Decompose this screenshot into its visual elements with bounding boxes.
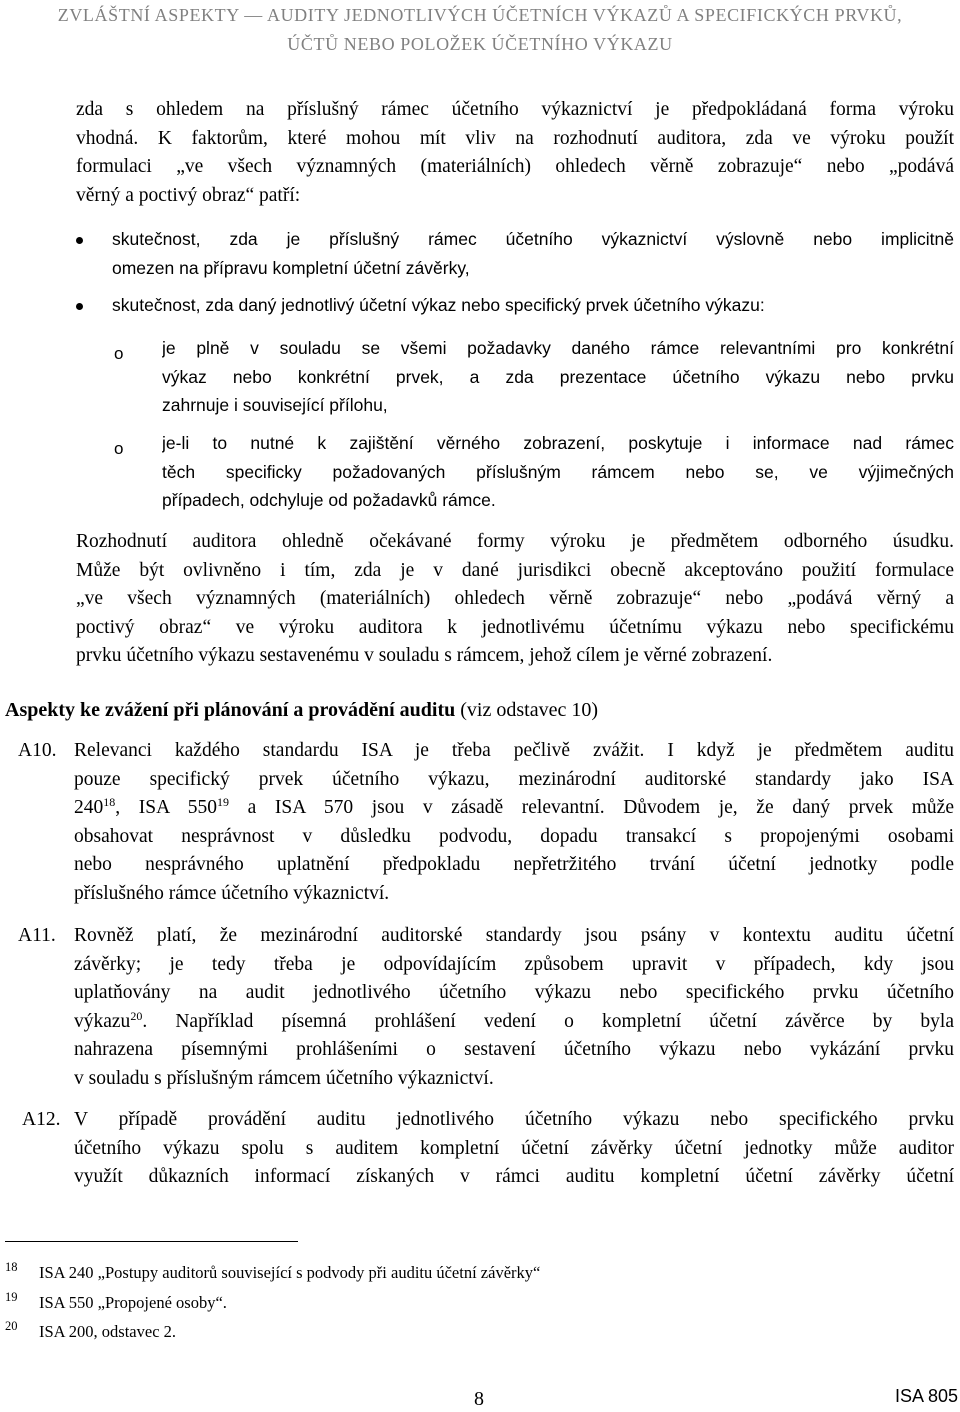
text-line: vhodná. K faktorům, které mohou mít vliv na rozhodnutí auditora, zda ve výroku použít [76,127,954,149]
text-line: V případě provádění auditu jednotlivého účetního výkazu nebo specifického prvku [74,1109,954,1130]
text-line: „ve všech významných (materiálních) ohledech věrně zobrazuje“ nebo „podává věrný a [76,588,954,609]
text-line: věrný a poctivý obraz“ patří: [76,184,301,206]
paragraph-a10 [74,737,954,908]
text-line: případech, odchyluje od požadavků rámce. [162,490,496,510]
text-line: zahrnuje i související přílohu, [162,395,388,415]
text-line: Rozhodnutí auditora ohledně očekávané formy výroku je předmětem odborného úsudku. [76,531,954,552]
intro-paragraph [76,96,954,210]
footnote-reference: 18 [103,795,116,809]
section-heading-reference: (viz odstavec 10) [455,699,598,721]
text-line: nebo nesprávného uplatnění předpokladu nepřetržitého trvání účetní jednotky podle [74,854,954,875]
text-line: omezen na přípravu kompletní účetní závěrky, [112,257,470,278]
text-line: zda s ohledem na příslušný rámec účetního výkaznictví je předpokládaná forma výroku [76,99,954,120]
text-line: uplatňovány na audit jednotlivého účetního výkazu nebo specifického prvku účetního [74,982,954,1003]
running-header-line-2: ÚČTŮ NEBO POLOŽEK ÚČETNÍHO VÝKAZU [287,34,673,54]
footnote-text: ISA 550 „Propojené osoby“. [39,1293,227,1312]
section-heading [5,696,598,724]
paragraph-number: A11. [18,925,56,946]
footnote-number: 20 [5,1319,18,1333]
text-line: prvku účetního výkazu sestavenému v souladu s rámcem, jehož cílem je věrné zobrazení. [76,645,773,666]
footnote-text: ISA 200, odstavec 2. [39,1322,177,1341]
text-line: Relevanci každého standardu ISA je třeba pečlivě zvážit. I když je předmětem auditu [74,740,954,761]
page-number: 8 [474,1388,484,1410]
text-line-with-footnotes: $240^{18}$, ISA $550^{19}$ a ISA 570 jsou v zásadě relevantní. Důvodem je, že daný prvek může [74,795,954,818]
bullet-item-1 [112,225,954,282]
text-line: Rovněž platí, že mezinárodní auditorské standardy jsou psány v kontextu auditu účetní [74,925,954,946]
paragraph-a11 [74,922,954,1093]
text-line: je plně v souladu se všemi požadavky daného rámce relevantními pro konkrétní [162,338,954,358]
footnote-reference: 19 [216,795,229,809]
text-line: poctivý obraz“ ve výroku auditora k jednotlivému účetnímu výkazu nebo specifickému [76,616,954,638]
paragraph-number: A10. [18,740,57,761]
text-line: Může být ovlivněno i tím, zda je v dané jurisdikci obecně akceptováno použití formulace [76,559,954,581]
footnote-text: ISA 240 „Postupy auditorů související s podvody při auditu účetní závěrky“ [39,1263,541,1282]
text-line: příslušného rámce účetního výkaznictví. [74,882,390,904]
circle-bullet-icon: o [114,439,124,458]
bullet-icon [76,237,83,244]
text-line: skutečnost, zda je příslušný rámec účetního výkaznictví výslovně nebo implicitně [112,229,954,249]
paragraph-number: A12. [22,1109,61,1130]
text-line-with-footnotes: výkazu$^{20}$. Například písemná prohlášení vedení o kompletní účetní závěrce by byla [74,1008,954,1032]
footnote-number: 19 [5,1290,18,1304]
text-line: nahrazena písemnými prohlášeními o sestavení účetního výkazu nebo vykázání prvku [74,1039,954,1060]
text-line: obsahovat nesprávnost v důsledku podvodu, dopadu transakcí s propojenými osobami [74,825,954,847]
text-line: výkaz nebo konkrétní prvek, a zda prezentace účetního výkazu nebo prvku [162,366,954,387]
subbullet-item-2 [162,429,954,515]
text-line: formulaci „ve všech významných (materiálních) ohledech věrně zobrazuje“ nebo „podává [76,156,954,177]
text-line: skutečnost, zda daný jednotlivý účetní výkaz nebo specifický prvek účetního výkazu: [112,295,765,315]
subbullet-item-1 [162,334,954,420]
footnote-separator [5,1241,298,1242]
document-id: ISA 805 [894,1386,958,1406]
footnote-number: 18 [5,1260,18,1274]
text-line: pouze specifický prvek účetního výkazu, mezinárodní auditorské standardy jako ISA [74,768,954,790]
footnote-reference: 20 [130,1008,143,1023]
text-line: v souladu s příslušným rámcem účetního výkaznictví. [74,1067,494,1089]
paragraph-a12 [74,1106,954,1192]
circle-bullet-icon: o [114,344,124,363]
text-line: využít důkazních informací získaných v rámci auditu kompletní účetní závěrky účetní [74,1166,954,1187]
text-line: závěrky; je tedy třeba je odpovídajícím způsobem upravit v případech, kdy jsou [74,953,954,975]
bullet-icon [76,303,83,310]
bullet-item-2 [112,291,954,320]
running-header-line-1: ZVLÁŠTNÍ ASPEKTY — AUDITY JEDNOTLIVÝCH ÚČETNÍCH VÝKAZŮ A SPECIFICKÝCH PRVKŮ, [57,5,903,25]
text-line: těch specificky požadovaných příslušným rámcem nebo se, ve výjimečných [162,461,954,482]
section-heading-bold: Aspekty ke zvážení při plánování a provádění auditu [5,699,456,721]
text-line: účetního výkazu spolu s auditem kompletní účetní závěrky účetní jednotky může auditor [74,1137,954,1159]
conclusion-paragraph [76,528,954,671]
text-line: je-li to nutné k zajištění věrného zobrazení, poskytuje i informace nad rámec [162,433,954,453]
